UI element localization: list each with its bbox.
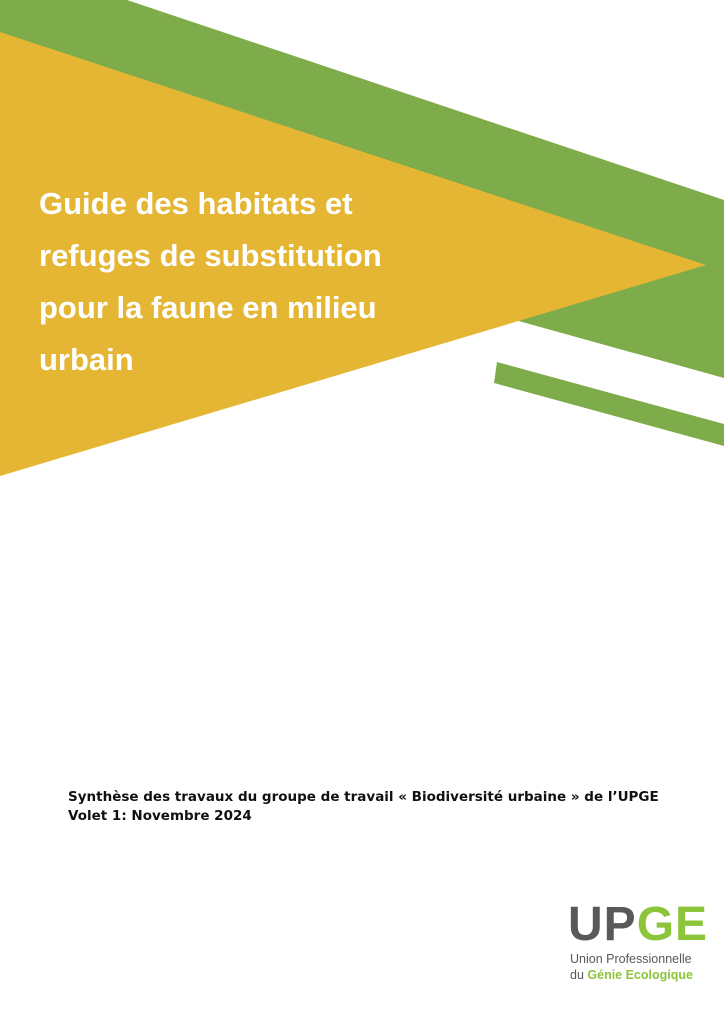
logo-tagline-line2 [568, 967, 718, 983]
logo-tagline-line1: Union Professionnelle [570, 952, 692, 966]
title-line: pour la faune en milieu [39, 290, 377, 325]
green-stripe [494, 362, 724, 446]
title-line: refuges de substitution [39, 238, 382, 273]
logo-wordmark [568, 898, 718, 951]
logo-tagline-prefix: du [570, 968, 588, 982]
upge-logo [568, 898, 718, 991]
subtitle-line: Volet 1: Novembre 2024 [68, 808, 252, 824]
document-subtitle [68, 788, 659, 826]
logo-wordmark-up: UP [568, 898, 637, 951]
logo-tagline-accent: Génie Ecologique [587, 968, 693, 982]
title-line: urbain [39, 342, 134, 377]
document-title [39, 178, 479, 386]
subtitle-line: Synthèse des travaux du groupe de travail « Biodiversité urbaine » de l’UPGE [68, 789, 659, 805]
title-line: Guide des habitats et [39, 186, 353, 221]
logo-wordmark-ge: GE [636, 898, 709, 951]
